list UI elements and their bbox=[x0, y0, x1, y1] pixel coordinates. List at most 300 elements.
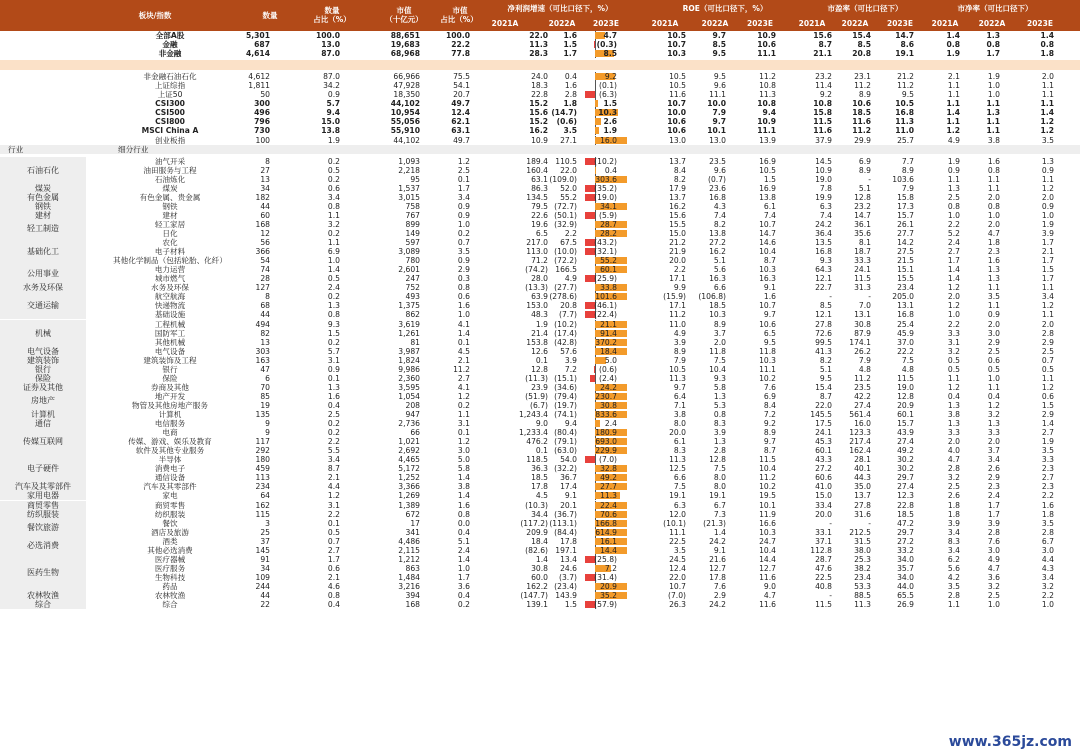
cell-value: (147.7) bbox=[520, 591, 548, 600]
cell-value: 5.5 bbox=[327, 446, 340, 456]
cell-value: 10.1 bbox=[759, 500, 776, 510]
cell-value: 0.9 bbox=[947, 165, 960, 175]
cell-value: 1,389 bbox=[398, 500, 420, 510]
row-name: 纺织服装 bbox=[154, 509, 186, 519]
cell-value: 2.0 bbox=[1041, 192, 1054, 202]
row-name: 医疗服务 bbox=[154, 563, 186, 573]
industry-label: 建材 bbox=[0, 211, 86, 220]
cell-value: 21.2 bbox=[669, 238, 686, 248]
cell-value: 3.4 bbox=[327, 192, 340, 202]
row-name: 计算机 bbox=[158, 410, 182, 419]
row-name: CSI300 bbox=[155, 99, 185, 109]
table-row bbox=[0, 473, 1080, 482]
cell-value: 9.7 bbox=[712, 31, 726, 40]
cell-value: 11.4 bbox=[815, 81, 832, 91]
cell-value: 55.2 bbox=[560, 192, 577, 202]
cell-value: 947 bbox=[405, 410, 420, 419]
cell-value: (34.6) bbox=[554, 382, 577, 392]
cell-value: 2.2 bbox=[564, 229, 577, 238]
row-name: 汽车及其零部件 bbox=[143, 482, 197, 492]
cell-value: 11.1 bbox=[757, 126, 776, 136]
cell-value: 10.9 bbox=[531, 135, 548, 145]
cell-value: 63.9 bbox=[531, 292, 548, 302]
cell-value: 1,212 bbox=[398, 554, 420, 564]
cell-value: 18,350 bbox=[393, 90, 420, 100]
cell-value: 0.8 bbox=[327, 591, 340, 600]
cell-value: 8.9 bbox=[713, 319, 726, 329]
cell-value: 29.7 bbox=[897, 473, 914, 483]
cell-value: 44,102 bbox=[390, 99, 420, 109]
cell-value: - bbox=[829, 518, 832, 528]
cell-value: 13.7 bbox=[669, 192, 686, 202]
row-name: 石油炼化 bbox=[154, 174, 186, 184]
industry-label: 轻工制造 bbox=[0, 220, 86, 238]
cell-value: 0.4 bbox=[327, 600, 340, 610]
cell-value: 2.0 bbox=[987, 219, 1000, 229]
cell-value: - bbox=[868, 292, 871, 302]
cell-value: 52.0 bbox=[560, 183, 577, 193]
cell-value: 28.3 bbox=[529, 49, 548, 59]
cell-value: (21.3) bbox=[703, 518, 726, 528]
header-year: 2021A bbox=[491, 19, 519, 28]
cell-value: 1.1 bbox=[946, 99, 960, 109]
cell-value: (27.7) bbox=[554, 283, 577, 293]
cell-value: 3.4 bbox=[947, 545, 960, 555]
cell-value: 217.4 bbox=[849, 437, 871, 447]
industry-label: 煤炭 bbox=[0, 184, 86, 193]
cell-value: 17.9 bbox=[669, 183, 686, 193]
cell-value: 23.1 bbox=[854, 72, 871, 82]
cell-value: 9.4 bbox=[326, 108, 340, 118]
cell-value: 162.4 bbox=[849, 446, 871, 456]
cell-value: 1.5 bbox=[763, 174, 776, 184]
cell-value: 16.9 bbox=[759, 183, 776, 193]
cell-value: 8.9 bbox=[763, 428, 776, 438]
row-name: 金融 bbox=[162, 40, 178, 50]
cell-value: 8.9 bbox=[673, 346, 686, 356]
table-row bbox=[0, 501, 1080, 510]
cell-value: 230.7 bbox=[595, 391, 617, 401]
cell-value: 1.2 bbox=[947, 382, 960, 392]
cell-value: 3,015 bbox=[398, 192, 420, 202]
cell-value: 8.4 bbox=[673, 165, 686, 175]
cell-value: 27.7 bbox=[897, 229, 914, 238]
cell-value: 24.1 bbox=[815, 428, 832, 438]
cell-value: 44,102 bbox=[393, 135, 420, 145]
cell-value: 11.2 bbox=[453, 364, 470, 374]
table-row bbox=[0, 166, 1080, 175]
industry-label: 通信 bbox=[0, 419, 86, 428]
cell-value: 8.0 bbox=[673, 419, 686, 429]
cell-value: 0.9 bbox=[457, 210, 470, 220]
cell-value: 300 bbox=[254, 99, 270, 109]
cell-value: 1.2 bbox=[987, 400, 1000, 410]
cell-value: 79.5 bbox=[531, 201, 548, 211]
cell-value: 16.3 bbox=[709, 274, 726, 284]
cell-value: (2.4) bbox=[598, 373, 617, 383]
cell-value: 341 bbox=[405, 527, 420, 537]
cell-value: 82 bbox=[260, 328, 270, 338]
cell-value: 2.5 bbox=[947, 192, 960, 202]
cell-value: 20.0 bbox=[669, 428, 686, 438]
cell-value: 22 bbox=[260, 600, 270, 610]
cell-value: 3.7 bbox=[713, 328, 726, 338]
cell-value: 19.0 bbox=[897, 382, 914, 392]
cell-value: 17.4 bbox=[560, 482, 577, 492]
cell-value: 70 bbox=[260, 382, 270, 392]
cell-value: 8.5 bbox=[819, 301, 832, 311]
cell-value: 117 bbox=[255, 437, 270, 447]
cell-value: 3.8 bbox=[457, 482, 470, 492]
cell-value: 8.6 bbox=[900, 40, 914, 50]
table-row bbox=[0, 184, 1080, 193]
cell-value: 7.9 bbox=[712, 108, 726, 118]
cell-value: (117.2) bbox=[520, 518, 548, 528]
cell-value: 180 bbox=[255, 455, 270, 465]
industry-label: 公用事业 bbox=[0, 265, 86, 283]
cell-value: 30.2 bbox=[897, 455, 914, 465]
cell-value: 4.3 bbox=[713, 201, 726, 211]
cell-value: 17.5 bbox=[815, 419, 832, 429]
cell-value: 30.8 bbox=[600, 400, 617, 410]
cell-value: 9.9 bbox=[673, 283, 686, 293]
cell-value: 24.0 bbox=[531, 72, 548, 82]
row-name: 消费电子 bbox=[154, 464, 186, 474]
industry-label: 银行 bbox=[0, 365, 86, 374]
cell-value: 1.2 bbox=[1041, 382, 1054, 392]
cell-value: 8.9 bbox=[901, 165, 914, 175]
cell-value: (0.1) bbox=[598, 81, 617, 91]
cell-value: 17.1 bbox=[669, 274, 686, 284]
cell-value: 9,986 bbox=[398, 364, 420, 374]
cell-value: 17.3 bbox=[897, 201, 914, 211]
cell-value: 6.9 bbox=[858, 156, 871, 166]
cell-value: (43.2) bbox=[594, 238, 617, 248]
cell-value: 100.0 bbox=[315, 31, 340, 40]
table-row bbox=[0, 464, 1080, 473]
cell-value: 127 bbox=[255, 283, 270, 293]
cell-value: 81 bbox=[410, 337, 420, 347]
cell-value: 7.1 bbox=[673, 400, 686, 410]
cell-value: 862 bbox=[405, 310, 420, 320]
sub-industry-header-label: 细分行业 bbox=[118, 144, 149, 154]
cell-value: (19.0) bbox=[594, 192, 617, 202]
cell-value: (7.0) bbox=[598, 455, 617, 465]
cell-value: 9.3 bbox=[713, 373, 726, 383]
cell-value: 100 bbox=[255, 135, 270, 145]
cell-value: 13.7 bbox=[854, 491, 871, 501]
cell-value: 10.0 bbox=[707, 99, 726, 109]
cell-value: 1.9 bbox=[603, 126, 617, 136]
cell-value: (46.1) bbox=[594, 301, 617, 311]
cell-value: 3.4 bbox=[1041, 292, 1054, 302]
cell-value: 36.3 bbox=[531, 464, 548, 474]
cell-value: 8.4 bbox=[763, 400, 776, 410]
cell-value: 24.7 bbox=[759, 536, 776, 546]
cell-value: 11.2 bbox=[669, 310, 686, 320]
cell-value: 162 bbox=[255, 500, 270, 510]
cell-value: 0.1 bbox=[457, 337, 470, 347]
industry-header-row bbox=[0, 145, 1080, 154]
cell-value: (84.4) bbox=[554, 527, 577, 537]
cell-value: 19.5 bbox=[759, 491, 776, 501]
cell-value: 2,360 bbox=[398, 373, 420, 383]
cell-value: 10.6 bbox=[852, 99, 871, 109]
cell-value: 26.1 bbox=[897, 219, 914, 229]
cell-value: 145 bbox=[255, 545, 270, 555]
cell-value: 3.3 bbox=[947, 328, 960, 338]
cell-value: 48.3 bbox=[531, 310, 548, 320]
cell-value: 118.5 bbox=[526, 455, 548, 465]
cell-value: (11.3) bbox=[525, 373, 548, 383]
cell-value: 7.6 bbox=[763, 382, 776, 392]
header-mcap-pct: 市值 bbox=[452, 6, 468, 15]
cell-value: 1.5 bbox=[1041, 265, 1054, 275]
cell-value: 7.7 bbox=[901, 156, 914, 166]
cell-value: 1.5 bbox=[327, 328, 340, 338]
table-header bbox=[0, 0, 1080, 31]
cell-value: 9.7 bbox=[763, 437, 776, 447]
cell-value: 9.2 bbox=[604, 72, 617, 82]
cell-value: 60.6 bbox=[815, 473, 832, 483]
cell-value: 366 bbox=[255, 247, 270, 257]
cell-value: 65.5 bbox=[897, 591, 914, 600]
cell-value: 8.1 bbox=[858, 238, 871, 248]
cell-value: 2.2 bbox=[673, 265, 686, 275]
cell-value: 0.5 bbox=[947, 355, 960, 365]
cell-value: 1.0 bbox=[987, 373, 1000, 383]
cell-value: 1.7 bbox=[457, 183, 470, 193]
table-row bbox=[0, 329, 1080, 338]
industry-label: 建筑装饰 bbox=[0, 356, 86, 365]
cell-value: 23.5 bbox=[709, 156, 726, 166]
cell-value: (10.2) bbox=[554, 319, 577, 329]
cell-value: 3.9 bbox=[713, 428, 726, 438]
cell-value: 1.2 bbox=[1041, 301, 1054, 311]
cell-value: 0.6 bbox=[987, 355, 1000, 365]
cell-value: 22.0 bbox=[669, 572, 686, 582]
cell-value: 30.8 bbox=[531, 563, 548, 573]
cell-value: 0.9 bbox=[457, 256, 470, 266]
cell-value: 8.3 bbox=[947, 536, 960, 546]
cell-value: 11.2 bbox=[854, 81, 871, 91]
cell-value: 9.1 bbox=[713, 545, 726, 555]
cell-value: 11.5 bbox=[897, 373, 914, 383]
cell-value: 0.7 bbox=[327, 536, 340, 546]
cell-value: 2.1 bbox=[327, 473, 340, 483]
cell-value: 37.1 bbox=[815, 536, 832, 546]
cell-value: 3.4 bbox=[987, 455, 1000, 465]
cell-value: (80.4) bbox=[554, 428, 577, 438]
cell-value: 25 bbox=[260, 527, 270, 537]
cell-value: 0.8 bbox=[713, 410, 726, 419]
cell-value: 3.0 bbox=[457, 446, 470, 456]
row-name: 煤炭 bbox=[162, 183, 178, 193]
cell-value: 1.3 bbox=[327, 382, 340, 392]
row-name: CSI500 bbox=[155, 108, 185, 118]
cell-value: 7.2 bbox=[564, 364, 577, 374]
cell-value: 16.8 bbox=[815, 247, 832, 257]
cell-value: (10.3) bbox=[525, 500, 548, 510]
cell-value: 2.3 bbox=[987, 482, 1000, 492]
cell-value: 55.2 bbox=[600, 256, 617, 266]
cell-value: 0.7 bbox=[1041, 355, 1054, 365]
cell-value: 189.4 bbox=[526, 156, 548, 166]
row-name: 非金融 bbox=[158, 49, 182, 59]
cell-value: (25.8) bbox=[594, 554, 617, 564]
row-name: 地产开发 bbox=[154, 391, 186, 401]
cell-value: 11.3 bbox=[669, 373, 686, 383]
cell-value: 1.4 bbox=[947, 265, 960, 275]
cell-value: 6.5 bbox=[535, 229, 548, 238]
cell-value: 3.1 bbox=[457, 419, 470, 429]
cell-value: 112.8 bbox=[810, 545, 832, 555]
cell-value: 0.5 bbox=[1041, 364, 1054, 374]
cell-value: 15.0 bbox=[321, 117, 340, 127]
cell-value: 8 bbox=[265, 292, 270, 302]
cell-value: 30.2 bbox=[897, 464, 914, 474]
cell-value: (113.1) bbox=[549, 518, 577, 528]
cell-value: 10.5 bbox=[895, 99, 914, 109]
industry-label: 纺织服装 bbox=[0, 510, 86, 519]
cell-value: 174.1 bbox=[849, 337, 871, 347]
cell-value: 6.1 bbox=[673, 437, 686, 447]
cell-value: 56 bbox=[260, 238, 270, 248]
cell-value: 34.1 bbox=[600, 201, 617, 211]
industry-label: 房地产 bbox=[0, 392, 86, 410]
cell-value: 77.8 bbox=[451, 49, 470, 59]
cell-value: 0.4 bbox=[987, 391, 1000, 401]
cell-value: (14.7) bbox=[551, 108, 577, 118]
cell-value: 22.7 bbox=[815, 283, 832, 293]
cell-value: 0.8 bbox=[457, 283, 470, 293]
cell-value: 22.0 bbox=[815, 400, 832, 410]
cell-value: 21.5 bbox=[897, 256, 914, 266]
cell-value: 1.8 bbox=[1041, 509, 1054, 519]
cell-value: 292 bbox=[255, 446, 270, 456]
header-year: 2021A bbox=[651, 19, 679, 28]
cell-value: 44 bbox=[260, 201, 270, 211]
cell-value: 2.4 bbox=[457, 545, 470, 555]
cell-value: 88.5 bbox=[854, 591, 871, 600]
cell-value: 28.2 bbox=[600, 229, 617, 238]
cell-value: 8.2 bbox=[819, 355, 832, 365]
cell-value: 22.0 bbox=[529, 31, 548, 40]
cell-value: 0.5 bbox=[987, 364, 1000, 374]
cell-value: 8.0 bbox=[713, 482, 726, 492]
cell-value: (63.0) bbox=[554, 446, 577, 456]
cell-value: 166.8 bbox=[595, 518, 617, 528]
cell-value: 1.1 bbox=[987, 382, 1000, 392]
header-year: 2021A bbox=[931, 19, 959, 28]
cell-value: 40.8 bbox=[815, 581, 832, 591]
cell-value: 209.9 bbox=[526, 527, 548, 537]
cell-value: 1,375 bbox=[398, 301, 420, 311]
cell-value: 143.9 bbox=[555, 591, 577, 600]
cell-value: 34.0 bbox=[897, 554, 914, 564]
cell-value: 4.7 bbox=[763, 591, 776, 600]
cell-value: 1.1 bbox=[327, 238, 340, 248]
cell-value: 74 bbox=[260, 265, 270, 275]
table-row bbox=[0, 108, 1080, 117]
table-row bbox=[0, 528, 1080, 537]
cell-value: 11.0 bbox=[669, 319, 686, 329]
row-name: 工程机械 bbox=[154, 319, 186, 329]
row-name: 创业板指 bbox=[154, 135, 186, 145]
cell-value: 2.0 bbox=[713, 337, 726, 347]
cell-value: 14.7 bbox=[895, 31, 914, 40]
cell-value: (23.4) bbox=[554, 581, 577, 591]
cell-value: (3.7) bbox=[558, 572, 577, 582]
industry-label: 餐饮旅游 bbox=[0, 519, 86, 537]
cell-value: 11.6 bbox=[759, 572, 776, 582]
cell-value: 4,614 bbox=[245, 49, 270, 59]
cell-value: 42.2 bbox=[854, 391, 871, 401]
cell-value: 20.7 bbox=[453, 90, 470, 100]
cell-value: 2.2 bbox=[327, 509, 340, 519]
cell-value: 0.9 bbox=[987, 310, 1000, 320]
table-row bbox=[0, 99, 1080, 108]
cell-value: 1.4 bbox=[1040, 108, 1054, 118]
cell-value: 22.6 bbox=[531, 210, 548, 220]
cell-value: 22.5 bbox=[815, 572, 832, 582]
cell-value: 7.6 bbox=[987, 536, 1000, 546]
cell-value: 11.5 bbox=[813, 117, 832, 127]
header-mcap-pct-2: 占比（%） bbox=[440, 15, 478, 24]
cell-value: 22.2 bbox=[897, 346, 914, 356]
cell-value: 1.6 bbox=[763, 292, 776, 302]
cell-value: 13.5 bbox=[815, 238, 832, 248]
cell-value: 15.5 bbox=[669, 219, 686, 229]
cell-value: 13.1 bbox=[897, 301, 914, 311]
cell-value: 115 bbox=[255, 509, 270, 519]
industry-label: 石油石化 bbox=[0, 157, 86, 184]
cell-value: 0.9 bbox=[327, 90, 340, 100]
cell-value: 10.2 bbox=[759, 373, 776, 383]
cell-value: 23.9 bbox=[531, 382, 548, 392]
cell-value: 54.1 bbox=[453, 81, 470, 91]
cell-value: 26.9 bbox=[897, 600, 914, 610]
cell-value: 7.0 bbox=[858, 301, 871, 311]
cell-value: 0.4 bbox=[564, 72, 577, 82]
cell-value: 1.1 bbox=[1041, 174, 1054, 184]
cell-value: 45.9 bbox=[897, 328, 914, 338]
industry-label: 必选消费 bbox=[0, 537, 86, 555]
cell-value: 3.6 bbox=[457, 581, 470, 591]
cell-value: 3.5 bbox=[1041, 518, 1054, 528]
cell-value: 4.8 bbox=[858, 364, 871, 374]
cell-value: 16.0 bbox=[600, 135, 617, 145]
cell-value: 153.8 bbox=[526, 337, 548, 347]
cell-value: 55,056 bbox=[390, 117, 420, 127]
cell-value: 2.9 bbox=[713, 591, 726, 600]
cell-value: 134.5 bbox=[526, 192, 548, 202]
cell-value: 10.6 bbox=[759, 319, 776, 329]
cell-value: 1.0 bbox=[457, 219, 470, 229]
cell-value: (0.3) bbox=[596, 40, 617, 50]
cell-value: 493 bbox=[405, 292, 420, 302]
cell-value: 2.7 bbox=[1041, 473, 1054, 483]
cell-value: 0.8 bbox=[946, 40, 960, 50]
cell-value: 11.1 bbox=[759, 364, 776, 374]
cell-value: 101.6 bbox=[595, 292, 617, 302]
cell-value: 14.4 bbox=[759, 554, 776, 564]
cell-value: 2.9 bbox=[457, 265, 470, 275]
cell-value: 47,928 bbox=[393, 81, 420, 91]
cell-value: 1.9 bbox=[987, 72, 1000, 82]
row-name: 上证综指 bbox=[154, 81, 186, 91]
cell-value: 1.0 bbox=[1041, 210, 1054, 220]
